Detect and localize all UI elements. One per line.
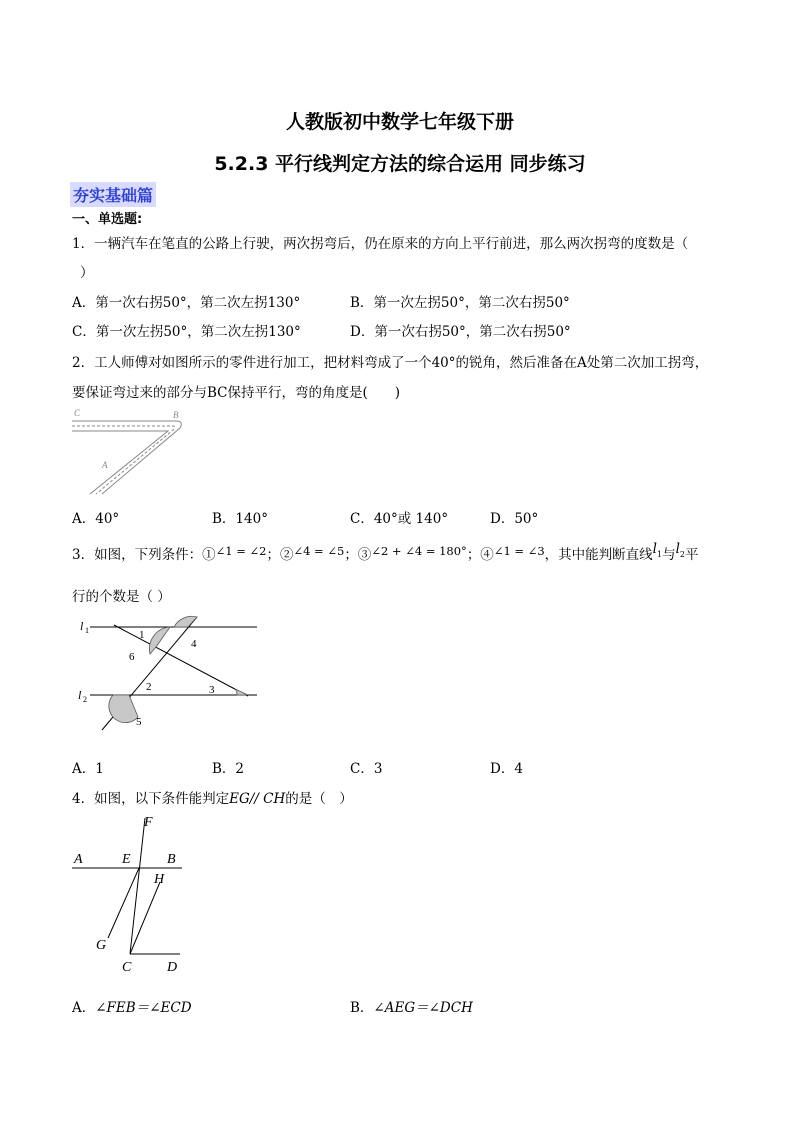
q3-fig-l2-sub: 2 [83,695,87,704]
q3-end: 平 [685,547,699,563]
q4-stem [72,787,353,807]
page-title: 人教版初中数学七年级下册 [285,111,514,133]
q3-fig-l1: l [80,619,84,633]
q1-stem-line2: ） [80,265,94,281]
q4-expression: EG// CH [229,791,286,807]
q3-line-l2-sub: 2 [679,549,686,559]
q3-sep-3: ；③ [344,547,372,563]
q3-fig-angle-3: 3 [209,684,215,696]
q3-condition-1: ∠1 = ∠2 [215,544,267,558]
q3-figure [72,612,257,737]
q4-label-e: E [122,852,131,867]
q3-fig-angle-6: 6 [129,651,135,663]
q2-option-b: B．140° [212,511,268,527]
q4-label-d: D [167,960,178,975]
q2-label-a: A [102,460,108,470]
q3-option-d: D．4 [490,761,523,777]
q3-sep-4: ；④ [466,547,494,563]
q2-label-b: B [173,410,179,420]
q3-fig-angle-2: 2 [146,681,152,693]
q2-label-c: C [74,408,81,418]
q1-option-a: A．第一次右拐50°，第二次左拐130° [72,295,301,311]
q3-condition-2: ∠4 = ∠5 [293,544,345,558]
q3-fig-l1-sub: 1 [85,626,89,635]
q3-line-l2: l [675,541,680,557]
q4-label-a: A [74,852,83,867]
q1-option-b: B．第一次左拐50°，第二次右拐50° [350,295,570,311]
q3-option-b: B．2 [212,761,245,777]
q1-stem-line1: 1．一辆汽车在笔直的公路上行驶，两次拐弯后，仍在原来的方向上平行前进，那么两次拐弯的度数是（ [72,236,689,252]
q4-option-a-text: ∠FEB＝∠ECD [95,1000,192,1016]
q4-label-c: C [122,960,132,975]
q3-stem-line2: 行的个数是（ ） [72,589,171,605]
q2-figure [72,404,197,496]
q3-mid: ，其中能判断直线 [544,547,653,563]
q4-label-b: B [167,852,176,867]
q4-label-h: H [154,872,165,887]
q4-suffix: 的是（ ） [285,791,353,807]
q3-line-l1-sub: 1 [657,549,663,559]
q2-option-a: A．40° [72,511,120,527]
q3-fig-angle-4: 4 [191,638,197,650]
q1-option-d: D．第一次右拐50°，第二次右拐50° [350,324,571,340]
q3-fig-angle-5: 5 [136,716,142,728]
q4-option-a-prefix: A． [72,1000,96,1016]
q4-label-f: F [144,815,153,830]
q3-prefix: 3．如图，下列条件：① [72,547,216,563]
q3-line-l1: l [652,541,657,557]
q2-stem-line2: 要保证弯过来的部分与BC保持平行，弯的角度是( ) [72,385,401,401]
q3-condition-4: ∠1 = ∠3 [493,544,545,558]
q4-option-b-text: ∠AEG＝∠DCH [373,1000,473,1016]
q3-fig-l2: l [78,688,82,702]
subsection-heading: 一、单选题: [72,212,143,227]
q3-stem-line1 [72,543,699,565]
q4-prefix: 4．如图，以下条件能判定 [72,791,230,807]
q2-option-d: D．50° [490,511,539,527]
section-heading: 夯实基础篇 [70,182,156,207]
q3-option-a: A．1 [72,761,104,777]
q4-option-b-prefix: B． [350,1000,374,1016]
q3-option-c: C．3 [350,761,383,777]
q3-sep-2: ；② [266,547,294,563]
q2-stem-line1: 2．工人师傅对如图所示的零件进行加工，把材料弯成了一个40°的锐角，然后准备在A处第二次加工拐弯， [72,355,709,371]
q2-option-c: C．40°或 140° [350,511,449,527]
q3-fig-angle-1: 1 [139,629,145,641]
q1-option-c: C．第一次左拐50°，第二次左拐130° [72,324,301,340]
q4-label-g: G [96,938,107,953]
page-subtitle: 5.2.3 平行线判定方法的综合运用 同步练习 [214,153,586,175]
q4-option-a [72,996,192,1016]
q3-condition-3: ∠2 + ∠4 = 180° [371,544,467,558]
q4-option-b [350,996,473,1016]
q4-figure [72,810,192,978]
q3-and: 与 [662,547,676,563]
